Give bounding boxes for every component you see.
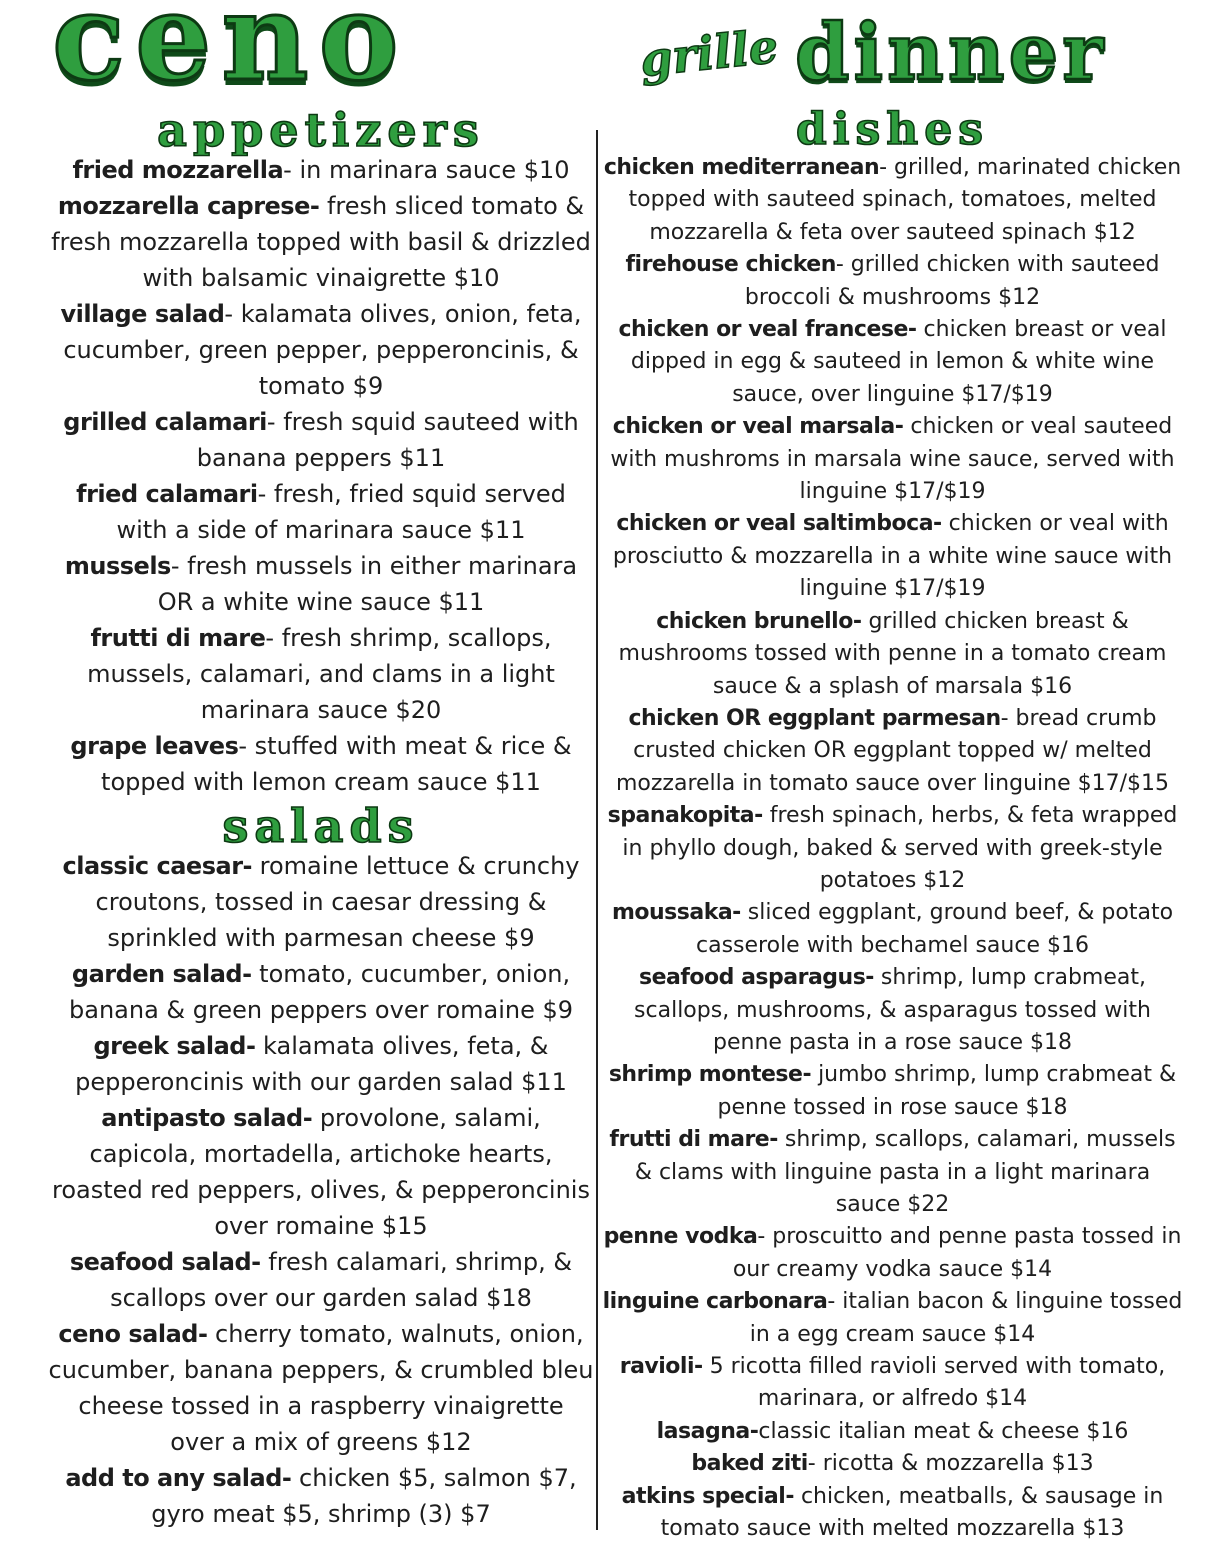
item-name: ceno salad- bbox=[58, 1320, 208, 1348]
item-description: - stuffed with meat & rice & topped with lemon cream sauce $11 bbox=[101, 732, 572, 796]
menu-item bbox=[48, 404, 594, 476]
item-description: - fresh mussels in either marinara OR a white wine sauce $11 bbox=[157, 552, 578, 616]
item-description: kalamata olives, feta, & pepperoncinis with our garden salad $11 bbox=[75, 1032, 567, 1096]
item-description: - kalamata olives, onion, feta, cucumber, green pepper, pepperoncinis, & tomato $9 bbox=[63, 300, 582, 400]
item-description: chicken or veal sauteed with mushroms in marsala wine sauce, served with linguine $17/$19 bbox=[610, 414, 1175, 505]
item-name: ravioli- bbox=[619, 1354, 703, 1380]
item-description: jumbo shrimp, lump crabmeat & penne tossed in rose sauce $18 bbox=[717, 1062, 1177, 1120]
item-name: grape leaves bbox=[70, 732, 239, 760]
menu-item bbox=[600, 1124, 1185, 1221]
item-name: classic caesar- bbox=[62, 852, 252, 880]
menu-header bbox=[0, 0, 1211, 108]
item-name: fried calamari bbox=[76, 480, 258, 508]
menu-item bbox=[600, 1286, 1185, 1351]
menu-item bbox=[600, 1059, 1185, 1124]
item-name: fried mozzarella bbox=[72, 156, 284, 184]
right-column bbox=[600, 104, 1185, 1545]
item-name: village salad bbox=[60, 300, 225, 328]
item-description: - fresh squid sauteed with banana peppers $11 bbox=[196, 408, 579, 472]
menu-item bbox=[600, 800, 1185, 897]
item-name: shrimp montese- bbox=[608, 1062, 812, 1088]
menu-item bbox=[600, 411, 1185, 508]
item-description: chicken or veal with prosciutto & mozzarella in a white wine sauce with linguine $17/$19 bbox=[612, 511, 1173, 602]
menu-item bbox=[48, 1028, 594, 1100]
item-description: - proscuitto and penne pasta tossed in our creamy vodka sauce $14 bbox=[732, 1224, 1182, 1282]
item-description: cherry tomato, walnuts, onion, cucumber, banana peppers, & crumbled bleu cheese tossed in a raspberry vinaigrette over a mix of greens $12 bbox=[48, 1320, 594, 1456]
item-description: sliced eggplant, ground beef, & potato casserole with bechamel sauce $16 bbox=[696, 900, 1174, 958]
item-name: chicken mediterranean bbox=[603, 155, 880, 180]
item-description: - grilled, marinated chicken topped with sauteed spinach, tomatoes, melted mozzarella & feta over sauteed spinach $12 bbox=[628, 155, 1182, 245]
item-description: - fresh, fried squid served with a side of marinara sauce $11 bbox=[116, 480, 566, 544]
logo-subtitle: grille bbox=[637, 18, 781, 88]
item-description: fresh spinach, herbs, & feta wrapped in phyllo dough, baked & served with greek-style potatoes $12 bbox=[622, 803, 1178, 893]
item-description: fresh sliced tomato & fresh mozzarella topped with basil & drizzled with balsamic vinaigrette $10 bbox=[51, 192, 591, 292]
item-name: chicken OR eggplant parmesan bbox=[628, 705, 1001, 731]
menu-item bbox=[600, 508, 1185, 605]
item-name: moussaka- bbox=[611, 900, 741, 926]
menu-item bbox=[48, 476, 594, 548]
appetizers-heading: appetizers bbox=[157, 103, 485, 157]
item-description: - italian bacon & linguine tossed in a egg cream sauce $14 bbox=[749, 1289, 1183, 1347]
item-name: chicken or veal marsala- bbox=[612, 414, 904, 440]
menu-item bbox=[48, 152, 594, 188]
item-description: shrimp, lump crabmeat, scallops, mushrooms, & asparagus tossed with penne pasta in a rose sauce $18 bbox=[634, 965, 1151, 1055]
item-name: chicken or veal saltimboca- bbox=[616, 511, 942, 537]
item-description: tomato, cucumber, onion, banana & green peppers over romaine $9 bbox=[69, 960, 573, 1024]
menu-item bbox=[600, 606, 1185, 703]
item-description: chicken breast or veal dipped in egg & sauteed in lemon & white wine sauce, over linguine $17/$19 bbox=[630, 317, 1167, 407]
dishes-heading: dishes bbox=[795, 104, 989, 155]
item-description: fresh calamari, shrimp, & scallops over our garden salad $18 bbox=[110, 1248, 573, 1312]
item-description: chicken $5, salmon $7, gyro meat $5, shrimp (3) $7 bbox=[151, 1464, 577, 1528]
item-name: garden salad- bbox=[71, 960, 252, 988]
item-description: provolone, salami, capicola, mortadella, artichoke hearts, roasted red peppers, olives, & pepperoncinis over romaine $15 bbox=[52, 1104, 590, 1240]
item-name: seafood salad- bbox=[69, 1248, 261, 1276]
item-name: seafood asparagus- bbox=[639, 965, 874, 991]
item-description: romaine lettuce & crunchy croutons, tossed in caesar dressing & sprinkled with parmesan cheese $9 bbox=[95, 852, 580, 952]
menu-item bbox=[600, 962, 1185, 1059]
item-description: classic italian meat & cheese $16 bbox=[758, 1418, 1129, 1444]
menu-item bbox=[48, 1244, 594, 1316]
menu-item bbox=[48, 296, 594, 404]
salads-list bbox=[48, 848, 594, 1532]
item-name: add to any salad- bbox=[65, 1464, 292, 1492]
menu-item bbox=[48, 1316, 594, 1460]
menu-item bbox=[48, 188, 594, 296]
menu-item bbox=[600, 1351, 1185, 1416]
item-name: chicken or veal francese- bbox=[618, 317, 917, 343]
menu-item bbox=[48, 956, 594, 1028]
menu-item bbox=[600, 249, 1185, 314]
item-description: chicken, meatballs, & sausage in tomato sauce with melted mozzarella $13 bbox=[660, 1483, 1164, 1542]
salads-heading: salads bbox=[222, 799, 420, 853]
item-name: lasagna- bbox=[656, 1418, 759, 1444]
menu-item bbox=[48, 1100, 594, 1244]
item-name: linguine carbonara bbox=[602, 1289, 828, 1315]
item-name: antipasto salad- bbox=[101, 1104, 313, 1132]
item-description: - in marinara sauce $10 bbox=[283, 156, 570, 184]
restaurant-logo: ceno bbox=[52, 0, 409, 108]
dishes-list bbox=[600, 152, 1185, 1545]
menu-title: dinner bbox=[795, 7, 1108, 98]
item-name: frutti di mare- bbox=[609, 1127, 778, 1153]
item-name: grilled calamari bbox=[63, 408, 267, 436]
menu-item bbox=[48, 620, 594, 728]
menu-item bbox=[48, 848, 594, 956]
menu-item bbox=[600, 1448, 1185, 1480]
item-description: - grilled chicken with sauteed broccoli & mushrooms $12 bbox=[744, 252, 1160, 310]
menu-item bbox=[600, 152, 1185, 249]
item-name: baked ziti bbox=[691, 1451, 808, 1477]
item-description: grilled chicken breast & mushrooms tossed with penne in a tomato cream sauce & a splash of marsala $16 bbox=[618, 608, 1167, 699]
menu-item bbox=[600, 897, 1185, 962]
item-description: - fresh shrimp, scallops, mussels, calamari, and clams in a light marinara sauce $20 bbox=[87, 624, 555, 724]
item-name: firehouse chicken bbox=[625, 252, 836, 278]
item-description: - bread crumb crusted chicken OR eggplant topped w/ melted mozzarella in tomato sauce over linguine $17/$15 bbox=[615, 705, 1169, 796]
menu-item bbox=[600, 1481, 1185, 1546]
item-description: - ricotta & mozzarella $13 bbox=[807, 1451, 1094, 1477]
item-name: atkins special- bbox=[621, 1483, 794, 1509]
menu-item bbox=[600, 1221, 1185, 1286]
item-name: mozzarella caprese- bbox=[57, 192, 320, 220]
item-name: greek salad- bbox=[93, 1032, 256, 1060]
column-divider bbox=[596, 130, 598, 1530]
menu-item bbox=[48, 548, 594, 620]
left-column bbox=[48, 103, 594, 1532]
item-name: mussels bbox=[64, 552, 171, 580]
item-name: penne vodka bbox=[603, 1224, 758, 1250]
item-name: spanakopita- bbox=[607, 803, 763, 829]
item-description: 5 ricotta filled ravioli served with tomato, marinara, or alfredo $14 bbox=[702, 1354, 1166, 1412]
menu-item bbox=[48, 728, 594, 800]
item-name: chicken brunello- bbox=[656, 608, 862, 634]
menu-item bbox=[600, 703, 1185, 800]
menu-item bbox=[600, 314, 1185, 411]
item-name: frutti di mare bbox=[90, 624, 266, 652]
item-description: shrimp, scallops, calamari, mussels & clams with linguine pasta in a light marinara sauce $22 bbox=[634, 1127, 1176, 1217]
menu-item bbox=[48, 1460, 594, 1532]
menu-item bbox=[600, 1416, 1185, 1448]
appetizers-list bbox=[48, 152, 594, 800]
